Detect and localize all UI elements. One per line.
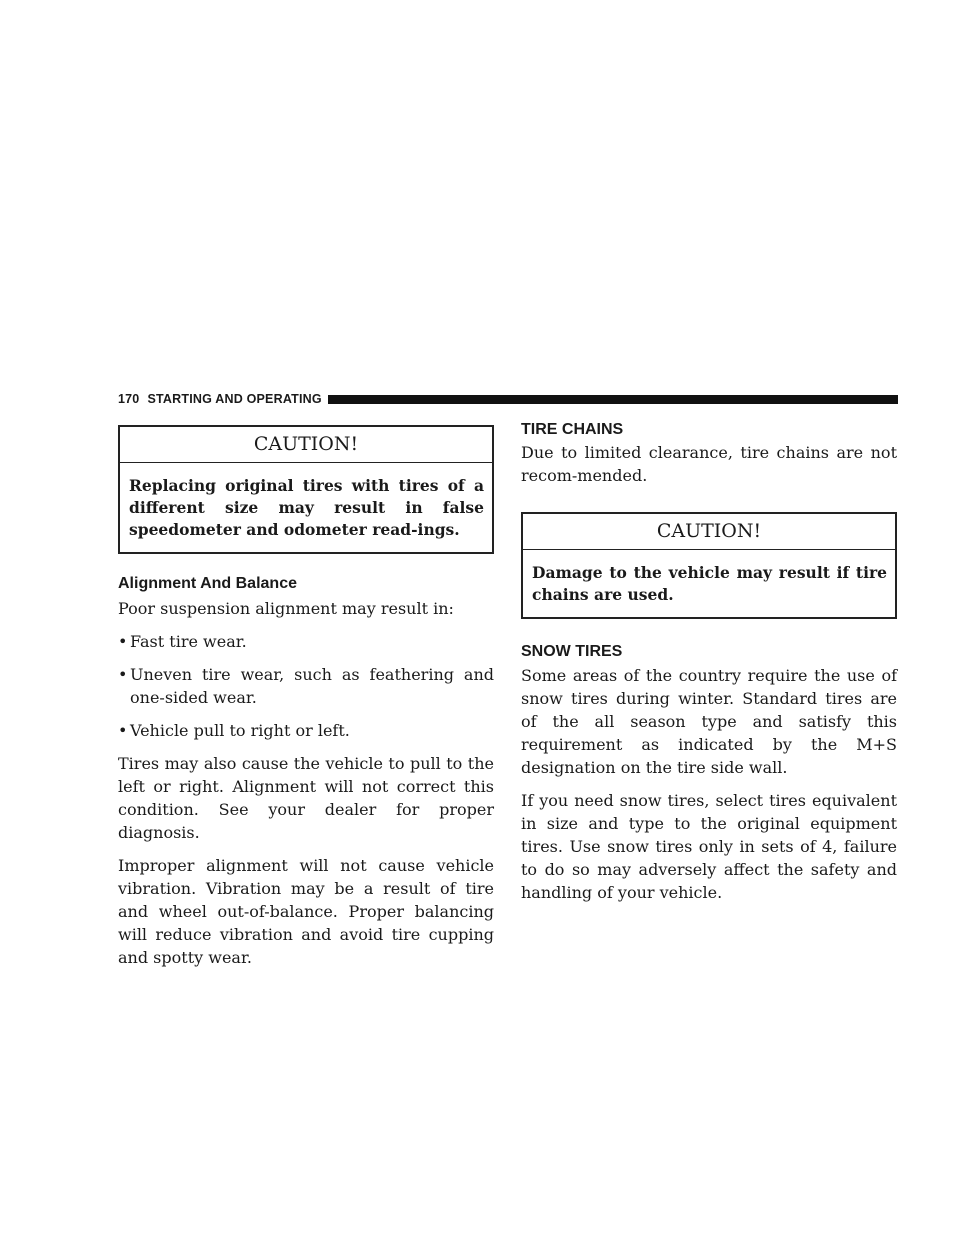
page-number: 170 xyxy=(118,392,140,406)
caution-box-tire-chains xyxy=(521,512,897,619)
caution-title: CAUTION! xyxy=(523,514,895,550)
caution-box-tire-size xyxy=(118,425,494,554)
left-column xyxy=(118,425,494,969)
section-title: STARTING AND OPERATING xyxy=(147,392,322,406)
alignment-heading: Alignment And Balance xyxy=(118,575,297,592)
alignment-paragraph-1: Tires may also cause the vehicle to pull to the left or right. Alignment will not correct this condition. See your dealer for proper diagnosis. xyxy=(118,754,494,842)
alignment-paragraph-2: Improper alignment will not cause vehicle vibration. Vibration may be a result of tire and wheel out-of-balance. Proper balancing will reduce vibration and avoid tire cupping and spotty wear. xyxy=(118,856,494,967)
snow-tires-paragraph-2: If you need snow tires, select tires equivalent in size and type to the original equipment tires. Use snow tires only in sets of 4, failure to do so may adversely affect the safety and handling of your vehicle. xyxy=(521,791,897,902)
caution-title: CAUTION! xyxy=(120,427,492,463)
page-header xyxy=(118,391,898,407)
list-item: • Uneven tire wear, such as feathering and one-sided wear. xyxy=(118,665,494,707)
tire-chains-heading: TIRE CHAINS xyxy=(521,421,624,438)
snow-tires-paragraph-1: Some areas of the country require the use of snow tires during winter. Standard tires are of the all season type and satisfy this requirement as indicated by the M+S designation on the tire side wall. xyxy=(521,666,897,777)
right-column xyxy=(521,420,897,904)
alignment-bullet-list xyxy=(118,630,494,742)
header-rule xyxy=(328,395,898,404)
list-item: • Fast tire wear. xyxy=(118,632,247,651)
caution-text: Replacing original tires with tires of a different size may result in false speedometer and odometer read-ings. xyxy=(129,476,484,539)
snow-tires-heading: SNOW TIRES xyxy=(521,643,623,660)
list-item: • Vehicle pull to right or left. xyxy=(118,721,350,740)
tire-chains-paragraph: Due to limited clearance, tire chains are not recom-mended. xyxy=(521,443,897,485)
alignment-intro: Poor suspension alignment may result in: xyxy=(118,599,454,618)
caution-text: Damage to the vehicle may result if tire chains are used. xyxy=(532,563,887,604)
